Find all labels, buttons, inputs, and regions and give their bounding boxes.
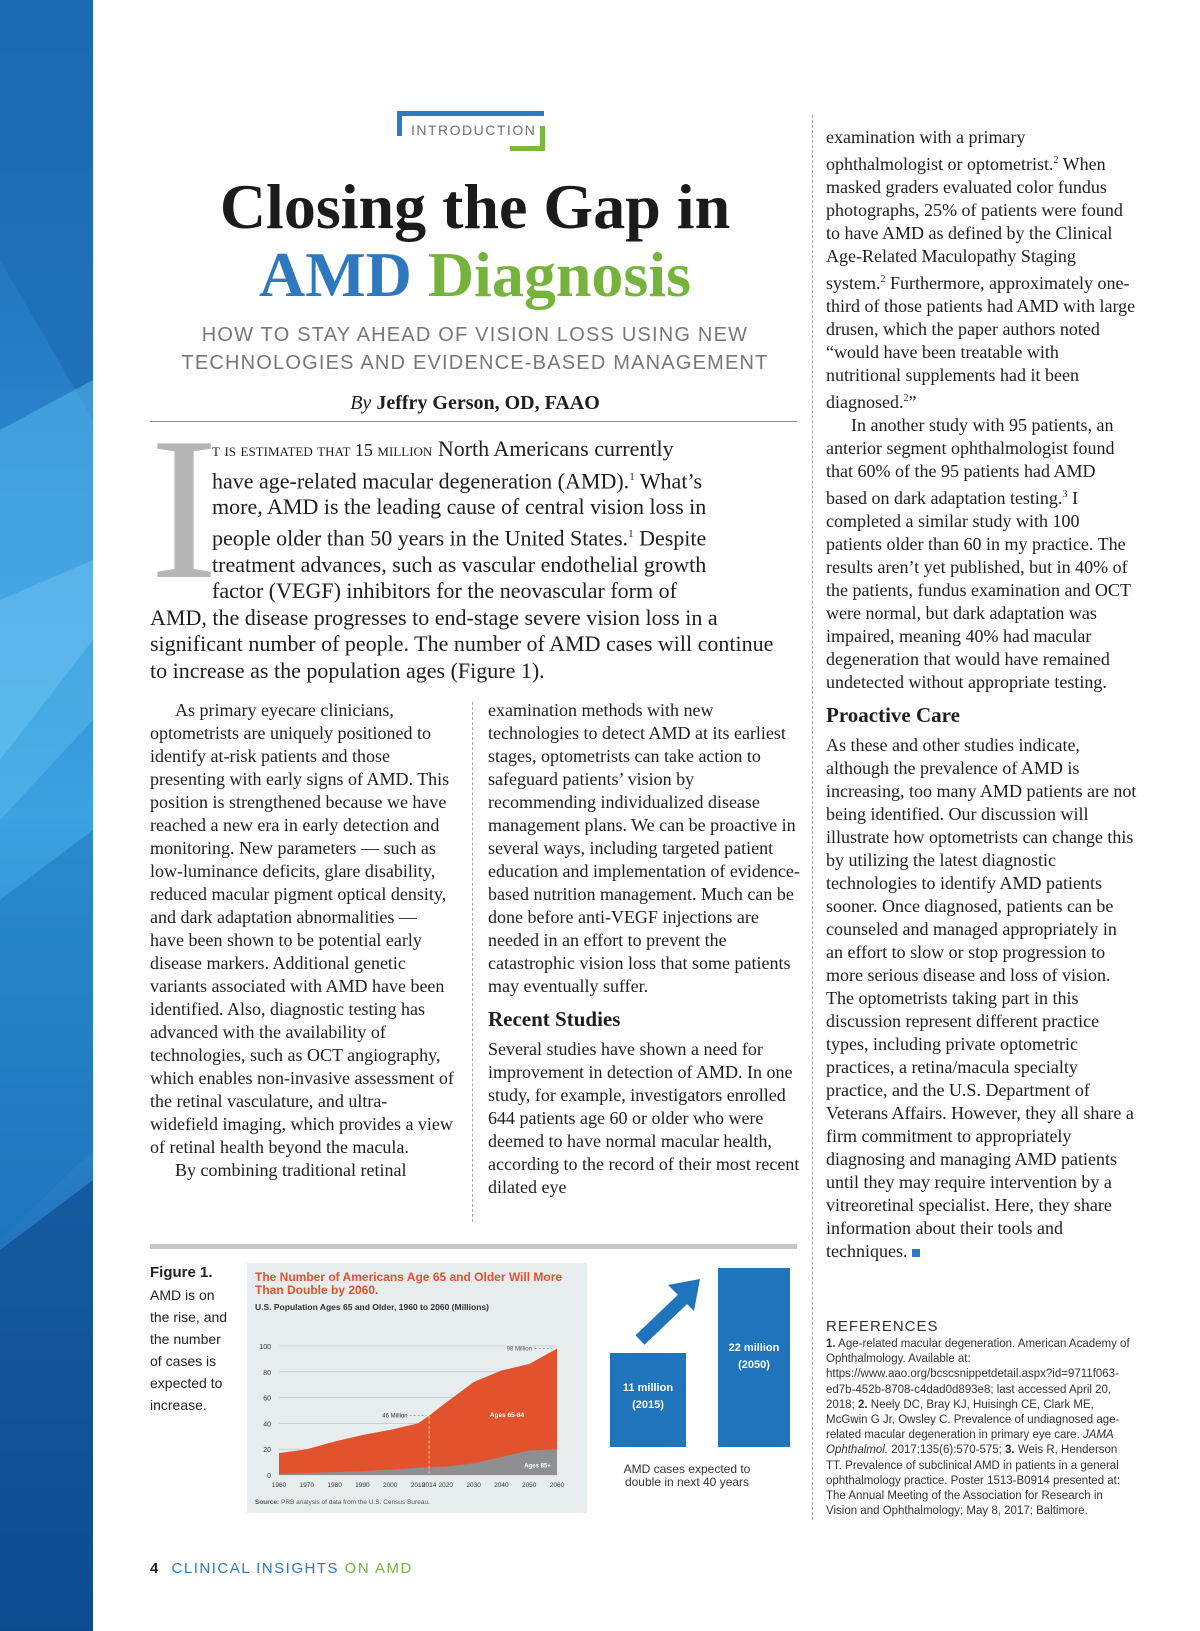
footnote-1b: 1: [628, 527, 634, 540]
heading-recent-studies: Recent Studies: [488, 1007, 621, 1031]
x-tick-label: 1970: [299, 1482, 315, 1489]
footnote-2c: 2: [903, 393, 909, 404]
ref-number-2: 2.: [857, 1398, 868, 1411]
publication-name: CLINICAL INSIGHTS: [171, 1560, 339, 1577]
byline-author: Jeffry Gerson, OD, FAAO: [376, 392, 600, 414]
publication-suffix: ON AMD: [344, 1560, 413, 1577]
col3-p1a: examination with a primary ophthalmologist or optometrist.: [826, 127, 1054, 174]
byline-rule: [150, 421, 797, 422]
headline-amd: AMD: [258, 239, 412, 310]
drop-cap: I: [150, 396, 218, 622]
amd-cases-panel: [610, 1265, 792, 1510]
legend-ages-65-84: Ages 65-84: [489, 1411, 525, 1419]
lede-line-5: treatment advances, such as vascular endothelial growth: [212, 551, 707, 577]
x-tick-label: 2030: [466, 1482, 481, 1489]
x-tick-label: 2000: [382, 1482, 398, 1489]
figure-caption: [150, 1262, 235, 1416]
figure-label: Figure 1.: [150, 1264, 213, 1281]
y-tick-label: 80: [263, 1369, 271, 1377]
reference-2b: 2017;135(6):570-575;: [888, 1444, 1006, 1457]
lede-paragraph: [150, 436, 780, 684]
y-tick-label: 60: [263, 1395, 271, 1403]
x-tick-label: 2050: [521, 1482, 537, 1489]
decorative-sidebar: [0, 0, 93, 1631]
chart-subtitle: U.S. Population Ages 65 and Older, 1960 to 2060 (Millions): [255, 1302, 489, 1312]
y-tick-label: 40: [263, 1421, 271, 1429]
col3-p1c: Furthermore, approximately one-third of those patients had AMD with large drusen, which the paper authors noted “would have been treatable with nutritional supplements had it been diagnosed.: [826, 273, 1136, 412]
deck-line-2: TECHNOLOGIES AND EVIDENCE-BASED MANAGEMENT: [181, 352, 769, 374]
x-tick-label: 2014: [421, 1482, 437, 1489]
column-divider-2: [812, 115, 813, 1520]
reference-3: Weis R, Henderson TT. Prevalence of subclinical AMD in patients in a general ophthalmology practice. Poster 1513-B0914 presented at: The Annual Meeting of the Association for Research in Vision and Ophthalmology; May 8, 2017; Baltimore.: [826, 1444, 1121, 1518]
col2-paragraph-2: Several studies have shown a need for improvement in detection of AMD. In one study, for example, investigators enrolled 644 patients age 60 or older who were deemed to have normal macular health, according to the record of their most recent dilated eye: [488, 1039, 800, 1197]
x-tick-label: 1990: [355, 1482, 370, 1489]
byline: [150, 392, 800, 415]
lede-smallcaps: t is estimated that 15 million: [212, 440, 433, 460]
body-column-2: [488, 699, 800, 1199]
lede-line-1: North Americans currently: [437, 436, 674, 461]
sidebar-pattern: [0, 0, 93, 1631]
reference-1: Age-related macular degeneration. American Academy of Ophthalmology. Available at: https://www.aao.org/bcscsnippetdetail.aspx?id=9711f063-ed7b-452b-8708-c4dad0d893e8; last accessed April 20, 2018;: [826, 1338, 1130, 1411]
lede-line-4b: Despite: [633, 525, 707, 551]
ref-number-3: 3.: [1005, 1444, 1015, 1457]
byline-by: By: [350, 392, 372, 414]
reference-2a: Neely DC, Bray KJ, Huisingh CE, Clark ME, McGwin G Jr, Owsley C. Prevalence of undiagnosed age-related macular degeneration in primary eye care.: [826, 1398, 1120, 1442]
bar2-year: (2050): [738, 1359, 770, 1371]
column-divider-1: [472, 702, 473, 1222]
chart-title: The Number of Americans Age 65 and Older Will More Than Double by 2060.: [255, 1270, 563, 1297]
ref-number-1: 1.: [826, 1338, 836, 1350]
col3-paragraph-3: [826, 734, 1138, 1263]
x-tick-label: 2060: [549, 1482, 565, 1489]
lede-line-6: factor (VEGF) inhibitors for the neovascular form of: [212, 578, 677, 604]
col3-p3: As these and other studies indicate, although the prevalence of AMD is increasing, too many AMD patients are not being identified. Our discussion will illustrate how optometrists can change this by utilizing the latest diagnostic technologies to identify AMD patients sooner. Once diagnosed, patients can be counseled and managed appropriately in an effort to slow or stop progression to more serious disease and loss of vision. The optometrists taking part in this discussion represent different practice types, including private optometric practices, a retina/macula specialty practice, and the U.S. Department of Veterans Affairs. However, they all share a firm commitment to appropriately diagnosing and managing AMD patients until they may require intervention by a vitreoretinal specialist. Here, they share information about their tools and techniques.: [826, 735, 1137, 1261]
bar2-value: 22 million: [728, 1342, 780, 1354]
footnote-2a: 2: [1053, 155, 1059, 166]
col3-p1b: When masked graders evaluated color fundus photographs, 25% of patients were found to have AMD as defined by the Clinical Age-Related Maculopathy Staging system.: [826, 154, 1123, 293]
deck-line-1: HOW TO STAY AHEAD OF VISION LOSS USING NEW: [201, 324, 749, 346]
col2-paragraph-1: examination methods with new technologies to detect AMD at its earliest stages, optometrists can take action to safeguard patients’ vision by recommending individualized disease management plans. We can be proactive in several ways, including targeted patient education and implementation of evidence-based nutrition management. Much can be done before anti-VEGF injections are needed in an effort to prevent the catastrophic vision loss that some patients may eventually suffer.: [488, 700, 800, 996]
col3-p2b: I completed a similar study with 100 patients older than 60 in my practice. The results aren’t yet published, but in 40% of the patients, fundus examination and OCT were normal, but dark adaptation was impaired, meaning 40% had macular degeneration that would have remained undetected without appropriate testing.: [826, 488, 1131, 692]
bar1-value: 11 million: [622, 1382, 674, 1394]
body-column-1: [150, 699, 455, 1182]
x-tick-label: 1980: [327, 1482, 342, 1489]
chart-plot: [247, 1311, 587, 1511]
col3-p1d: ”: [908, 392, 917, 412]
headline-line-2: [150, 240, 800, 310]
lede-rest: AMD, the disease progresses to end-stage severe vision loss in a significant number of people. The number of AMD cases will continue to increase as the population ages (Figure 1).: [150, 604, 774, 683]
col3-paragraph-1: [826, 126, 1138, 414]
trend-arrow-icon: [640, 1279, 700, 1340]
lede-line-3: more, AMD is the leading cause of central vision loss in: [212, 494, 707, 520]
population-chart: [247, 1263, 587, 1513]
annotation-2014: 46 Million: [382, 1413, 408, 1420]
figure-rule: [150, 1244, 797, 1249]
x-tick-label: 2020: [438, 1482, 454, 1489]
end-mark-icon: [912, 1249, 920, 1257]
col1-paragraph-2: By combining traditional retinal: [175, 1160, 407, 1180]
reference-2-journal: JAMA Ophthalmol.: [826, 1429, 1114, 1457]
body-column-3: [826, 126, 1138, 1263]
page-number: 4: [150, 1560, 160, 1577]
figure-caption-text: AMD is on the rise, and the number of cases is expected to increase.: [150, 1287, 228, 1413]
legend-ages-85-plus: Ages 85+: [524, 1463, 551, 1470]
y-tick-label: 0: [267, 1473, 271, 1480]
kicker-label: INTRODUCTION: [411, 122, 537, 138]
headline-diagnosis: Diagnosis: [427, 239, 692, 310]
footnote-1: 1: [629, 470, 635, 483]
col3-paragraph-2: [826, 414, 1138, 694]
y-tick-label: 100: [259, 1344, 271, 1351]
chart-source: [255, 1499, 430, 1506]
chart-source-label: Source:: [255, 1499, 280, 1506]
x-tick-label: 2040: [494, 1482, 509, 1489]
page-footer: [150, 1560, 413, 1577]
col3-p2a: In another study with 95 patients, an anterior segment ophthalmologist found that 60% of the 95 patients had AMD based on dark adaptation testing.: [826, 415, 1115, 508]
y-tick-label: 20: [263, 1447, 271, 1455]
bar-2050: [718, 1268, 790, 1447]
x-tick-label: 2010: [410, 1482, 426, 1489]
annotation-2060: 98 Million: [506, 1346, 532, 1353]
lede-line-4: people older than 50 years in the United States.: [212, 525, 629, 551]
bar1-year: (2015): [632, 1399, 664, 1411]
headline-line-1: Closing the Gap in: [219, 171, 731, 242]
references-list: [826, 1337, 1131, 1519]
lede-line-2: have age-related macular degeneration (AMD).: [212, 467, 630, 493]
chart-source-text: PRB analysis of data from the U.S. Census Bureau.: [281, 1499, 430, 1506]
footnote-2b: 2: [880, 274, 886, 285]
amd-panel-caption: AMD cases expected to double in next 40 years: [623, 1462, 751, 1489]
col1-paragraph-1: As primary eyecare clinicians, optometrists are uniquely positioned to identify at-risk patients and those presenting with early signs of AMD. This position is strengthened because we have reached a new era in early detection and monitoring. New parameters — such as low-luminance deficits, glare disability, reduced macular pigment optical density, and dark adaptation abnormalities — have been shown to be potential early disease markers. Additional genetic variants associated with AMD have been identified. Also, diagnostic testing has advanced with the availability of technologies, such as OCT angiography, which enables non-invasive assessment of the retinal vasculature, and ultra-widefield imaging, which provides a view of retinal health beyond the macula.: [150, 700, 454, 1157]
section-kicker: [397, 111, 545, 151]
heading-proactive-care: Proactive Care: [826, 703, 960, 727]
footnote-3: 3: [1062, 489, 1068, 500]
references-heading: REFERENCES: [826, 1318, 939, 1335]
lede-line-2b: What’s: [634, 467, 703, 493]
x-tick-label: 1960: [271, 1482, 287, 1489]
deck: [150, 321, 800, 377]
